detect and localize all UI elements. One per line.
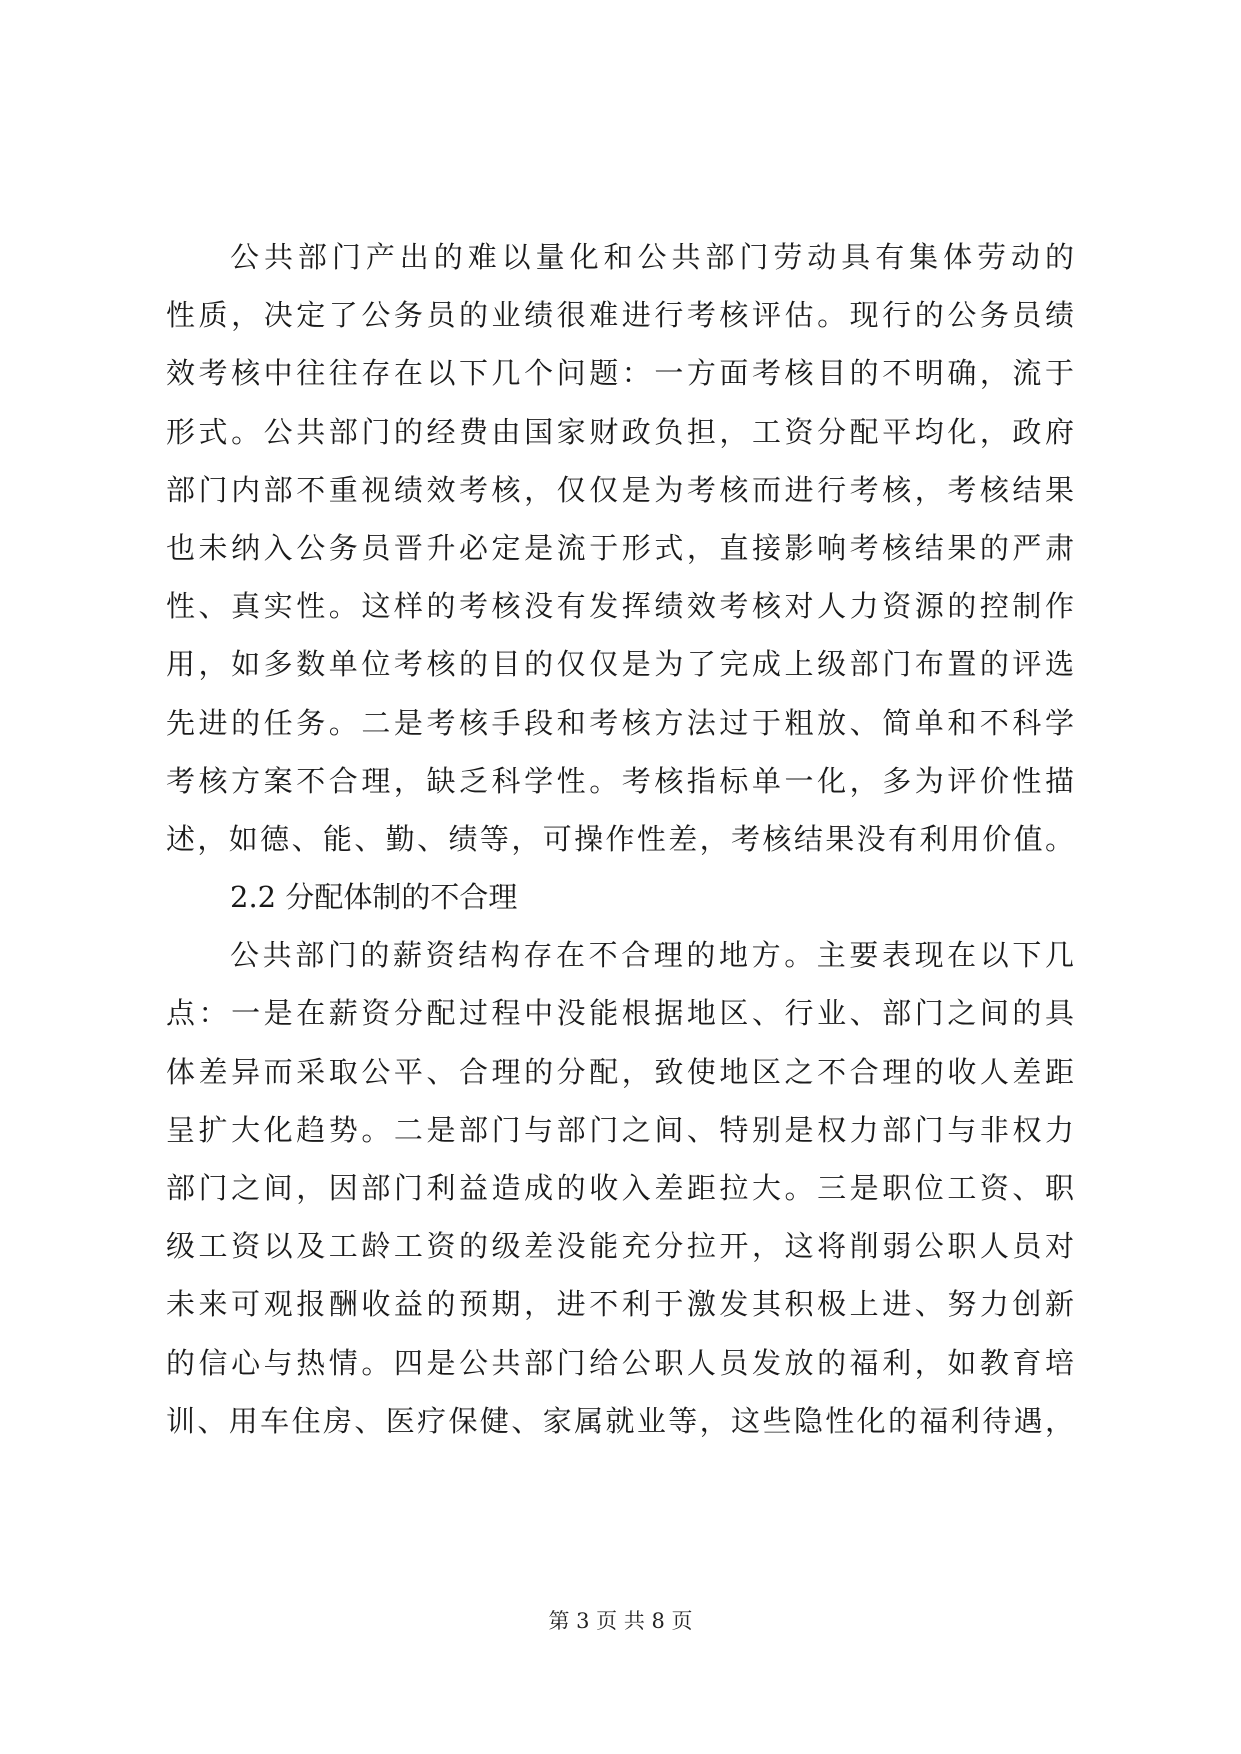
- paragraph-1-line-2: 性质，决定了公务员的业绩很难进行考核评估。现行的公务员绩: [166, 298, 1074, 333]
- paragraph-2-line-8: 的信心与热情。四是公共部门给公职人员发放的福利，如教育培: [166, 1345, 1074, 1380]
- paragraph-2-line-4: 呈扩大化趋势。二是部门与部门之间、特别是权力部门与非权力: [166, 1112, 1074, 1147]
- paragraph-1-line-4: 形式。公共部门的经费由国家财政负担，工资分配平均化，政府: [166, 414, 1074, 449]
- paragraph-2-line-5: 部门之间，因部门利益造成的收入差距拉大。三是职位工资、职: [166, 1171, 1074, 1205]
- paragraph-1-line-11: 述，如德、能、勤、绩等，可操作性差，考核结果没有利用价值。: [166, 821, 1074, 856]
- paragraph-1-line-6: 也未纳入公务员晋升必定是流于形式，直接影响考核结果的严肃: [166, 530, 1074, 565]
- paragraph-1-line-5: 部门内部不重视绩效考核，仅仅是为考核而进行考核，考核结果: [166, 472, 1074, 507]
- paragraph-1-line-10: 考核方案不合理，缺乏科学性。考核指标单一化，多为评价性描: [166, 763, 1074, 798]
- paragraph-1-line-9: 先进的任务。二是考核手段和考核方法过于粗放、简单和不科学: [166, 705, 1074, 740]
- paragraph-2-line-9: 训、用车住房、医疗保健、家属就业等，这些隐性化的福利待遇，: [166, 1403, 1074, 1438]
- body-text: [166, 228, 1074, 1450]
- paragraph-2-line-2: 点：一是在薪资分配过程中没能根据地区、行业、部门之间的具: [166, 996, 1074, 1031]
- paragraph-1-line-7: 性、真实性。这样的考核没有发挥绩效考核对人力资源的控制作: [166, 589, 1074, 624]
- section-heading: 2.2 分配体制的不合理: [230, 880, 518, 915]
- paragraph-1-line-3: 效考核中往往存在以下几个问题：一方面考核目的不明确，流于: [166, 356, 1074, 391]
- paragraph-1-line-1: 公共部门产出的难以量化和公共部门劳动具有集体劳动的: [230, 240, 1074, 274]
- paragraph-2-line-1: 公共部门的薪资结构存在不合理的地方。主要表现在以下几: [230, 938, 1074, 973]
- page-number-footer: 第 3 页 共 8 页: [548, 1609, 693, 1633]
- paragraph-2-line-3: 体差异而采取公平、合理的分配，致使地区之不合理的收人差距: [166, 1054, 1074, 1089]
- paragraph-2-line-7: 未来可观报酬收益的预期，进不利于激发其积极上进、努力创新: [166, 1287, 1074, 1322]
- paragraph-2-line-6: 级工资以及工龄工资的级差没能充分拉开，这将削弱公职人员对: [166, 1229, 1074, 1264]
- paragraph-1-line-8: 用，如多数单位考核的目的仅仅是为了完成上级部门布置的评选: [166, 647, 1074, 682]
